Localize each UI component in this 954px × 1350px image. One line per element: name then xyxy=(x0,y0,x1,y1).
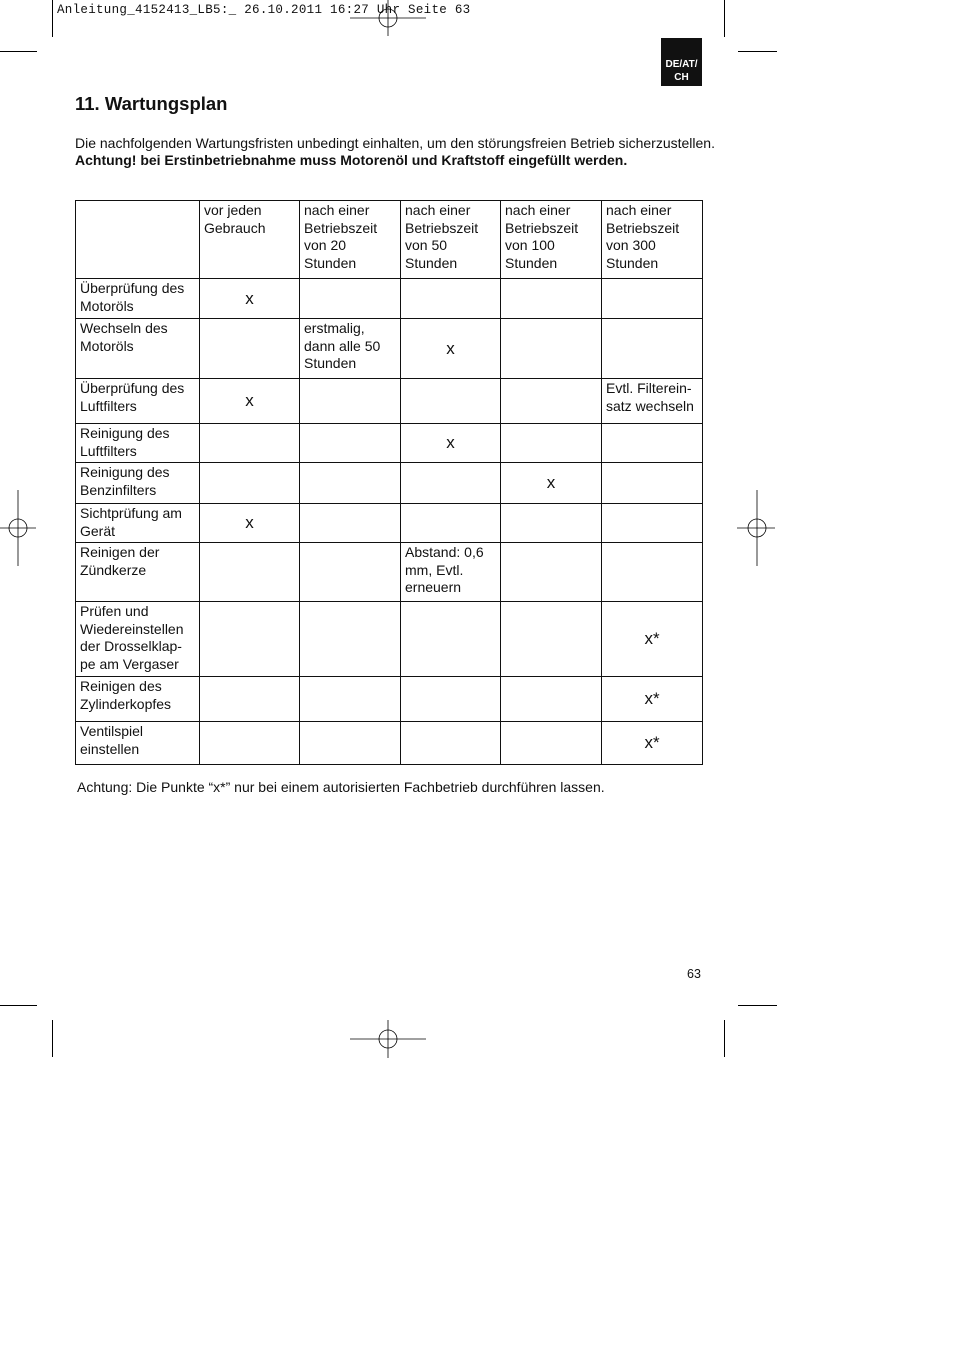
crop-mark xyxy=(738,51,777,52)
section-title: 11. Wartungsplan xyxy=(75,93,228,114)
interval-cell: Abstand: 0,6 mm, Evtl. erneuern xyxy=(401,543,501,602)
crop-mark xyxy=(738,1005,777,1006)
table-row xyxy=(76,379,703,424)
interval-cell xyxy=(200,424,300,463)
interval-cell xyxy=(602,319,703,379)
interval-cell xyxy=(200,543,300,602)
interval-cell: x* xyxy=(602,677,703,722)
language-badge xyxy=(661,38,702,86)
interval-cell xyxy=(300,379,401,424)
header-cell: vor jeden Gebrauch xyxy=(200,201,300,279)
task-cell: Überprüfung des Motoröls xyxy=(76,279,200,319)
table-row xyxy=(76,677,703,722)
interval-cell xyxy=(300,602,401,677)
interval-cell xyxy=(200,602,300,677)
maintenance-table xyxy=(75,200,703,765)
crop-mark xyxy=(52,0,53,37)
interval-cell xyxy=(501,379,602,424)
task-cell: Ventilspiel einstellen xyxy=(76,722,200,765)
interval-cell xyxy=(501,722,602,765)
interval-cell: x xyxy=(501,463,602,504)
interval-cell xyxy=(300,722,401,765)
interval-cell: x* xyxy=(602,602,703,677)
intro-warning: Achtung! bei Erstinbetriebnahme muss Motorenöl und Kraftstoff eingefüllt werden. xyxy=(75,152,628,168)
interval-cell xyxy=(200,722,300,765)
interval-cell xyxy=(501,279,602,319)
interval-cell xyxy=(401,504,501,543)
intro-text: Die nachfolgenden Wartungsfristen unbedingt einhalten, um den störungsfreien Betrieb sicherzustellen. xyxy=(75,135,715,151)
crop-mark xyxy=(724,1020,725,1057)
interval-cell xyxy=(401,677,501,722)
task-cell: Reinigen der Zündkerze xyxy=(76,543,200,602)
interval-cell xyxy=(501,677,602,722)
header-cell xyxy=(76,201,200,279)
interval-cell xyxy=(602,543,703,602)
task-cell: Reinigung des Benzinfilters xyxy=(76,463,200,504)
interval-cell: x* xyxy=(602,722,703,765)
table-row xyxy=(76,602,703,677)
registration-mark-icon xyxy=(0,490,40,570)
page-number: 63 xyxy=(687,967,701,981)
interval-cell xyxy=(501,504,602,543)
table-row xyxy=(76,722,703,765)
interval-cell: x xyxy=(200,504,300,543)
crop-mark xyxy=(724,0,725,37)
interval-cell xyxy=(602,279,703,319)
header-cell: nach einer Betriebszeit von 20 Stunden xyxy=(300,201,401,279)
task-cell: Wechseln des Motoröls xyxy=(76,319,200,379)
header-cell: nach einer Betriebszeit von 100 Stunden xyxy=(501,201,602,279)
crop-mark xyxy=(0,51,37,52)
language-badge-line: CH xyxy=(674,72,689,83)
language-badge-line: DE/AT/ xyxy=(665,59,698,70)
header-cell: nach einer Betriebszeit von 300 Stunden xyxy=(602,201,703,279)
print-header: Anleitung_4152413_LB5:_ 26.10.2011 16:27 Uhr Seite 63 xyxy=(57,3,471,17)
header-cell: nach einer Betriebszeit von 50 Stunden xyxy=(401,201,501,279)
task-cell: Reinigen des Zylinderkopfes xyxy=(76,677,200,722)
registration-mark-icon xyxy=(737,490,777,570)
table-row xyxy=(76,504,703,543)
task-cell: Sichtprüfung am Gerät xyxy=(76,504,200,543)
interval-cell: x xyxy=(200,379,300,424)
interval-cell xyxy=(401,602,501,677)
interval-cell xyxy=(200,677,300,722)
task-cell: Reinigung des Luftfilters xyxy=(76,424,200,463)
interval-cell xyxy=(501,319,602,379)
crop-mark xyxy=(52,1020,53,1057)
interval-cell xyxy=(501,543,602,602)
interval-cell xyxy=(200,319,300,379)
registration-mark-icon xyxy=(350,0,430,40)
crop-mark xyxy=(0,1005,37,1006)
table-row xyxy=(76,279,703,319)
registration-mark-icon xyxy=(350,1020,430,1060)
intro-paragraph xyxy=(75,135,715,169)
interval-cell: x xyxy=(401,319,501,379)
interval-cell: x xyxy=(200,279,300,319)
interval-cell xyxy=(602,424,703,463)
interval-cell xyxy=(300,543,401,602)
interval-cell xyxy=(602,504,703,543)
interval-cell xyxy=(300,463,401,504)
interval-cell xyxy=(300,424,401,463)
interval-cell xyxy=(501,602,602,677)
footnote: Achtung: Die Punkte “x*” nur bei einem autorisierten Fachbetrieb durchführen lassen. xyxy=(77,779,605,795)
interval-cell: Evtl. Filterein-satz wechseln xyxy=(602,379,703,424)
interval-cell xyxy=(200,463,300,504)
interval-cell xyxy=(401,379,501,424)
table-row xyxy=(76,424,703,463)
interval-cell xyxy=(602,463,703,504)
interval-cell: erstmalig, dann alle 50 Stunden xyxy=(300,319,401,379)
table-header-row xyxy=(76,201,703,279)
table-row xyxy=(76,319,703,379)
interval-cell: x xyxy=(401,424,501,463)
table-row xyxy=(76,543,703,602)
interval-cell xyxy=(300,279,401,319)
interval-cell xyxy=(300,677,401,722)
table-row xyxy=(76,463,703,504)
interval-cell xyxy=(501,424,602,463)
task-cell: Überprüfung des Luftfilters xyxy=(76,379,200,424)
interval-cell xyxy=(401,463,501,504)
task-cell: Prüfen und Wiedereinstellen der Drosselklap-pe am Vergaser xyxy=(76,602,200,677)
interval-cell xyxy=(401,722,501,765)
interval-cell xyxy=(300,504,401,543)
interval-cell xyxy=(401,279,501,319)
